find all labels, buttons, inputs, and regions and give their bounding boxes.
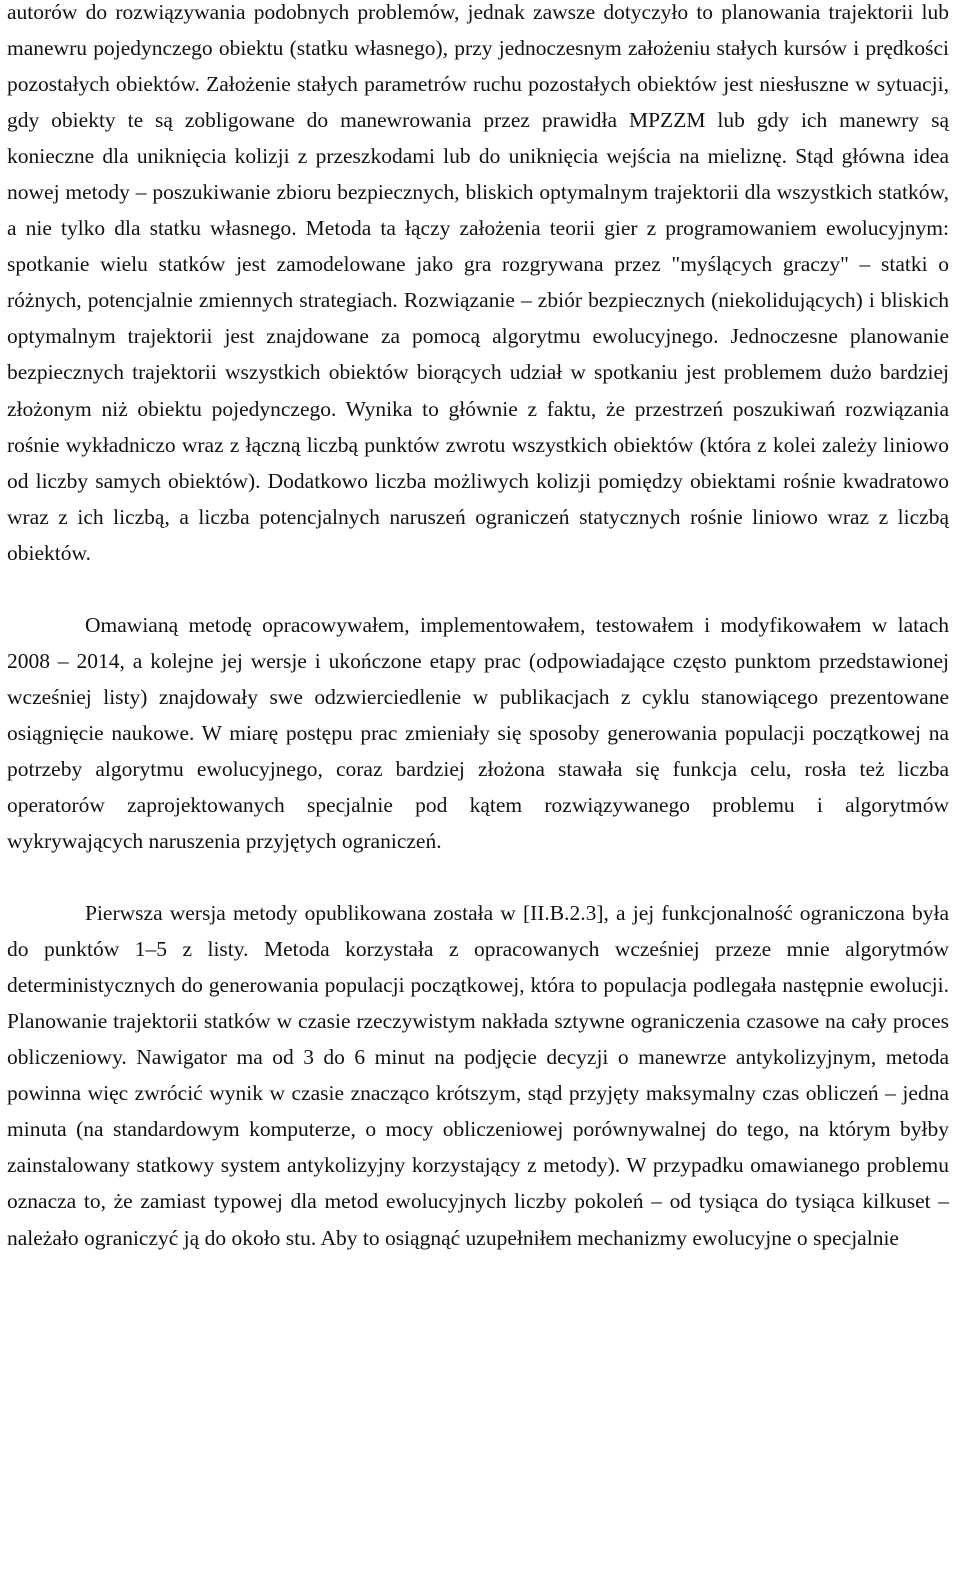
paragraph-1: autorów do rozwiązywania podobnych problemów, jednak zawsze dotyczyło to planowania trajektorii lub manewru pojedynczego obiektu (statku własnego), przy jednoczesnym założeniu stałych kursów i prędkości pozostałych obiektów. Założenie stałych parametrów ruchu pozostałych obiektów jest niesłuszne w sytuacji, gdy obiekty te są zobligowane do manewrowania przez prawidła MPZZM lub gdy ich manewry są konieczne dla uniknięcia kolizji z przeszkodami lub do uniknięcia wejścia na mieliznę. Stąd główna idea nowej metody – poszukiwanie zbioru bezpiecznych, bliskich optymalnym trajektorii dla wszystkich statków, a nie tylko dla statku własnego. Metoda ta łączy założenia teorii gier z programowaniem ewolucyjnym: spotkanie wielu statków jest zamodelowane jako gra rozgrywana przez "myślących graczy" – statki o różnych, potencjalnie zmiennych strategiach. Rozwiązanie – zbiór bezpiecznych (niekolidujących) i bliskich optymalnym trajektorii jest znajdowane za pomocą algorytmu ewolucyjnego. Jednoczesne planowanie bezpiecznych trajektorii wszystkich obiektów biorących udział w spotkaniu jest problemem dużo bardziej złożonym niż obiektu pojedynczego. Wynika to głównie z faktu, że przestrzeń poszukiwań rozwiązania rośnie wykładniczo wraz z łączną liczbą punktów zwrotu wszystkich obiektów (która z kolei zależy liniowo od liczby samych obiektów). Dodatkowo liczba możliwych kolizji pomiędzy obiektami rośnie kwadratowo wraz z ich liczbą, a liczba potencjalnych naruszeń ograniczeń statycznych rośnie liniowo wraz z liczbą obiektów. — [7, 0, 949, 565]
paragraph-gap — [7, 571, 949, 607]
document-page — [7, 0, 949, 1256]
paragraph-3: Pierwsza wersja metody opublikowana została w [II.B.2.3], a jej funkcjonalność ograniczona była do punktów 1–5 z listy. Metoda korzystała z opracowanych wcześniej przeze mnie algorytmów deterministycznych do generowania populacji początkowej, która to populacja podlegała następnie ewolucji. Planowanie trajektorii statków w czasie rzeczywistym nakłada sztywne ograniczenia czasowe na cały proces obliczeniowy. Nawigator ma od 3 do 6 minut na podjęcie decyzji o manewrze antykolizyjnym, metoda powinna więc zwrócić wynik w czasie znacząco krótszym, stąd przyjęty maksymalny czas obliczeń – jedna minuta (na standardowym komputerze, o mocy obliczeniowej porównywalnej do tego, na którym byłby zainstalowany statkowy system antykolizyjny korzystający z metody). W przypadku omawianego problemu oznacza to, że zamiast typowej dla metod ewolucyjnych liczby pokoleń – od tysiąca do tysiąca kilkuset – należało ograniczyć ją do około stu. Aby to osiągnąć uzupełniłem mechanizmy ewolucyjne o specjalnie — [7, 901, 949, 1250]
paragraph-gap — [7, 859, 949, 895]
paragraph-2: Omawianą metodę opracowywałem, implementowałem, testowałem i modyfikowałem w latach 2008 – 2014, a kolejne jej wersje i ukończone etapy prac (odpowiadające często punktom przedstawionej wcześniej listy) znajdowały swe odzwierciedlenie w publikacjach z cyklu stanowiącego prezentowane osiągnięcie naukowe. W miarę postępu prac zmieniały się sposoby generowania populacji początkowej na potrzeby algorytmu ewolucyjnego, coraz bardziej złożona stawała się funkcja celu, rosła też liczba operatorów zaprojektowanych specjalnie pod kątem rozwiązywanego problemu i algorytmów wykrywających naruszenia przyjętych ograniczeń. — [7, 612, 949, 854]
